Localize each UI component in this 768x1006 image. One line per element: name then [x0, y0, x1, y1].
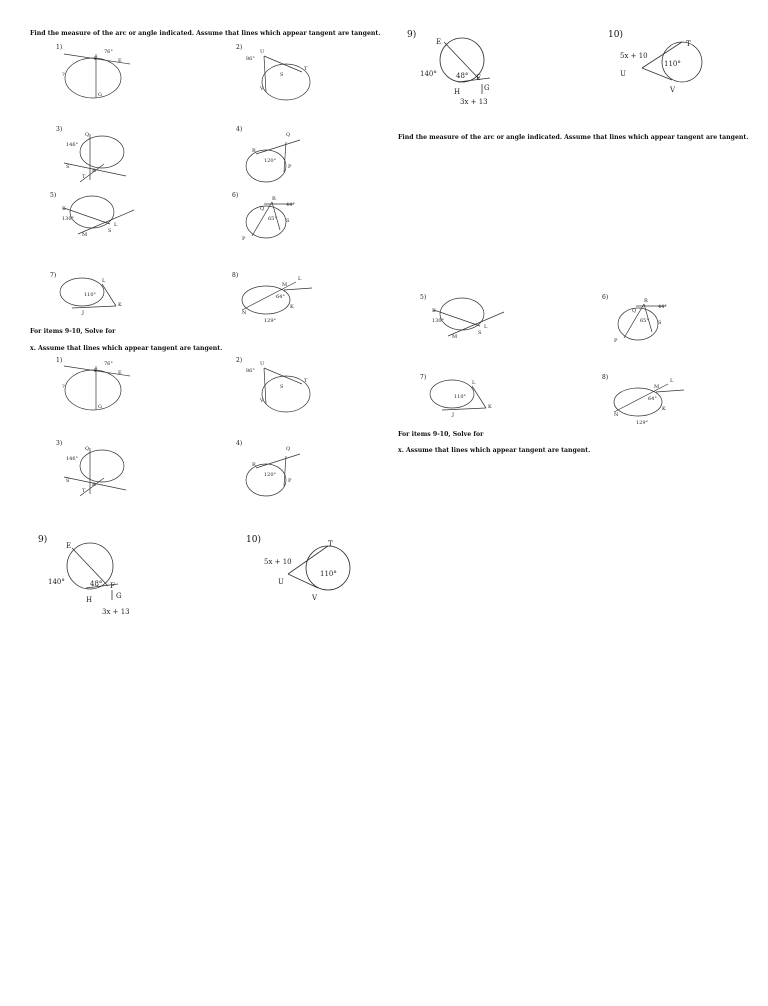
svg-text:F: F [110, 582, 115, 590]
svg-text:H: H [86, 596, 93, 604]
svg-text:K: K [118, 302, 122, 308]
svg-text:T: T [82, 174, 86, 180]
svg-text:86°: 86° [246, 368, 255, 374]
svg-text:M: M [282, 282, 288, 288]
section-heading-right-line2: x. Assume that lines which appear tangent are tangent. [398, 447, 591, 454]
svg-text:T: T [82, 488, 86, 494]
svg-text:120°: 120° [264, 158, 277, 164]
svg-text:S: S [658, 320, 662, 326]
instructions-heading: Find the measure of the arc or angle indicated. Assume that lines which appear tangent are tangent. [30, 30, 381, 37]
svg-text:5x + 10: 5x + 10 [620, 52, 648, 60]
svg-text:3x + 13: 3x + 13 [460, 98, 488, 106]
item-number-7-right: 7) [420, 374, 427, 381]
svg-text:V: V [670, 86, 676, 94]
svg-text:R: R [252, 148, 256, 154]
svg-text:G: G [484, 84, 490, 92]
svg-text:48°: 48° [90, 580, 103, 588]
svg-text:K: K [662, 406, 666, 412]
svg-text:S: S [478, 330, 482, 336]
svg-text:V: V [312, 594, 318, 602]
svg-text:129°: 129° [636, 420, 649, 426]
svg-text:S: S [66, 164, 70, 170]
item-number-5-right: 5) [420, 294, 427, 301]
figure-8 [236, 274, 316, 324]
item-number-4-repeat: 4) [236, 440, 243, 447]
svg-text:140°: 140° [48, 578, 65, 586]
svg-text:V: V [260, 86, 264, 92]
svg-text:L: L [298, 276, 302, 282]
svg-text:P: P [614, 338, 618, 344]
item-number-1-repeat: 1) [56, 357, 63, 364]
item-number-1: 1) [56, 44, 63, 51]
svg-text:130°: 130° [432, 318, 445, 324]
figure-3 [60, 130, 135, 182]
svg-text:E: E [118, 370, 122, 376]
svg-text:76°: 76° [104, 361, 113, 367]
svg-text:T: T [686, 40, 691, 48]
svg-text:P: P [242, 236, 246, 242]
svg-text:M: M [452, 334, 458, 340]
svg-text:T: T [328, 540, 333, 548]
svg-text:U: U [260, 49, 265, 55]
svg-text:P: P [288, 478, 292, 484]
figure-5-right [428, 296, 508, 342]
figure-6-right [610, 296, 680, 346]
svg-text:U: U [278, 578, 284, 586]
svg-text:K: K [290, 304, 294, 310]
svg-text:E: E [66, 542, 72, 550]
svg-text:U: U [620, 70, 626, 78]
svg-text:S: S [108, 228, 112, 234]
svg-text:65°: 65° [268, 216, 277, 222]
item-number-5: 5) [50, 192, 57, 199]
figure-3-repeat [60, 444, 135, 496]
section-heading-line1: For items 9-10, Solve for [30, 328, 116, 335]
svg-text:L: L [484, 324, 488, 330]
svg-text:S: S [286, 218, 290, 224]
svg-text:R: R [644, 298, 648, 304]
svg-text:F: F [476, 74, 481, 82]
svg-text:Q: Q [286, 446, 291, 452]
figure-8-right [608, 376, 688, 426]
svg-text:130°: 130° [62, 216, 75, 222]
svg-text:R: R [92, 168, 96, 174]
figure-9-right [418, 36, 508, 108]
svg-text:L: L [114, 222, 118, 228]
item-number-6: 6) [232, 192, 239, 199]
svg-text:?: ? [62, 384, 65, 390]
svg-text:T: T [304, 66, 308, 72]
figure-10-large [262, 540, 357, 605]
svg-text:F: F [94, 368, 98, 374]
svg-text:65°: 65° [640, 318, 649, 324]
svg-text:V: V [260, 398, 264, 404]
section-heading-right-line1: For items 9-10, Solve for [398, 431, 484, 438]
svg-text:E: E [436, 38, 442, 46]
svg-text:R: R [92, 482, 96, 488]
svg-text:5x + 10: 5x + 10 [264, 558, 292, 566]
item-number-6-right: 6) [602, 294, 609, 301]
figure-4 [240, 130, 310, 185]
figure-1-repeat [60, 360, 140, 415]
svg-text:G: G [116, 592, 122, 600]
svg-text:140°: 140° [420, 70, 437, 78]
svg-text:R: R [252, 462, 256, 468]
svg-text:G: G [98, 404, 102, 410]
svg-text:146°: 146° [66, 456, 79, 462]
svg-text:44°: 44° [286, 202, 295, 208]
item-number-9-large: 9) [38, 535, 48, 545]
svg-text:129°: 129° [264, 318, 277, 324]
item-number-7: 7) [50, 272, 57, 279]
item-number-3: 3) [56, 126, 63, 133]
svg-text:110°: 110° [320, 570, 337, 578]
instructions-heading-right: Find the measure of the arc or angle indicated. Assume that lines which appear tangent are tangent. [398, 134, 749, 141]
item-number-10-right: 10) [608, 30, 623, 40]
svg-text:S: S [280, 384, 284, 390]
svg-text:T: T [304, 378, 308, 384]
svg-text:146°: 146° [66, 142, 79, 148]
svg-text:Q: Q [286, 132, 291, 138]
figure-6 [238, 194, 308, 244]
svg-text:L: L [102, 278, 106, 284]
svg-text:P: P [288, 164, 292, 170]
item-number-9-right: 9) [407, 30, 417, 40]
svg-text:48°: 48° [456, 72, 469, 80]
item-number-2-repeat: 2) [236, 357, 243, 364]
item-number-8-right: 8) [602, 374, 609, 381]
figure-9-large [46, 540, 136, 620]
figure-1 [60, 48, 140, 103]
figure-4-repeat [240, 444, 310, 499]
figure-10-right [618, 36, 708, 96]
svg-text:Q: Q [632, 308, 637, 314]
figure-2-repeat [244, 360, 314, 415]
svg-text:G: G [98, 92, 102, 98]
svg-text:S: S [66, 478, 70, 484]
figure-7 [58, 274, 133, 318]
svg-text:L: L [472, 380, 476, 386]
svg-text:76°: 76° [104, 49, 113, 55]
svg-text:64°: 64° [648, 396, 657, 402]
svg-text:44°: 44° [658, 304, 667, 310]
svg-text:J: J [452, 412, 455, 418]
svg-text:M: M [654, 384, 660, 390]
svg-text:J: J [82, 310, 85, 316]
svg-text:110°: 110° [454, 394, 467, 400]
svg-text:M: M [82, 232, 88, 238]
figure-2 [244, 48, 314, 103]
item-number-8: 8) [232, 272, 239, 279]
svg-text:N: N [614, 412, 619, 418]
svg-text:Q: Q [260, 206, 265, 212]
item-number-2: 2) [236, 44, 243, 51]
svg-text:64°: 64° [276, 294, 285, 300]
svg-text:86°: 86° [246, 56, 255, 62]
svg-text:110°: 110° [664, 60, 681, 68]
svg-text:S: S [280, 72, 284, 78]
svg-text:Q: Q [85, 446, 90, 452]
svg-text:K: K [62, 206, 66, 212]
svg-text:Q: Q [85, 132, 90, 138]
svg-text:3x + 13: 3x + 13 [102, 608, 130, 616]
figure-7-right [428, 376, 503, 420]
svg-text:U: U [260, 361, 265, 367]
svg-text:120°: 120° [264, 472, 277, 478]
item-number-3-repeat: 3) [56, 440, 63, 447]
svg-text:?: ? [62, 72, 65, 78]
svg-text:K: K [488, 404, 492, 410]
svg-text:K: K [432, 308, 436, 314]
figure-5 [58, 194, 138, 240]
section-heading-line2: x. Assume that lines which appear tangent are tangent. [30, 345, 223, 352]
svg-text:E: E [118, 58, 122, 64]
svg-text:H: H [454, 88, 461, 96]
svg-text:N: N [242, 310, 247, 316]
item-number-10-large: 10) [246, 535, 261, 545]
svg-text:110°: 110° [84, 292, 97, 298]
svg-text:F: F [94, 56, 98, 62]
item-number-4: 4) [236, 126, 243, 133]
svg-text:R: R [272, 196, 276, 202]
svg-text:L: L [670, 378, 674, 384]
